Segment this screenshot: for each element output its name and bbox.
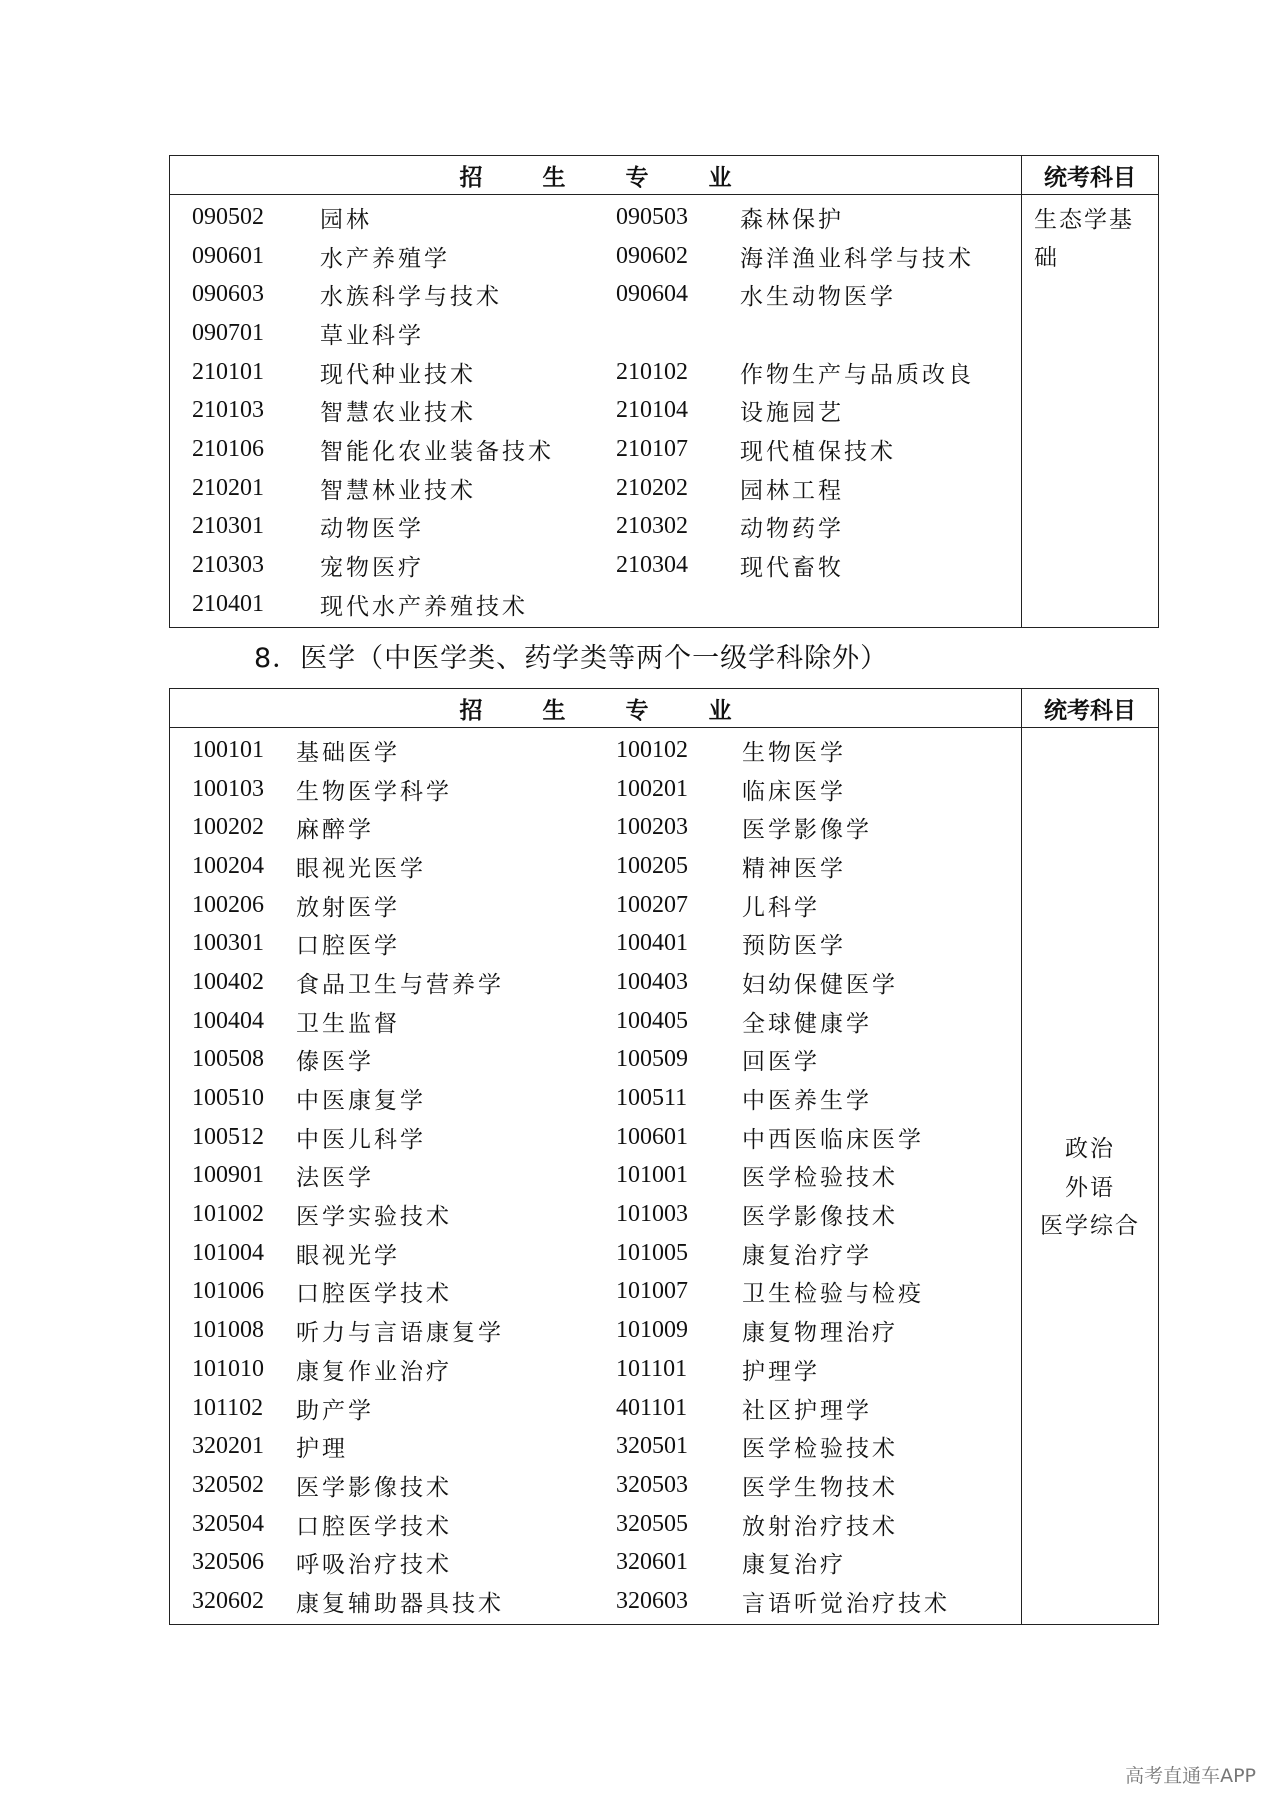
table-row	[170, 1582, 1021, 1621]
subject-line: 医学综合	[1040, 1213, 1140, 1240]
table-row	[170, 924, 1021, 963]
major-name: 园林工程	[740, 477, 844, 504]
major-name: 中医养生学	[742, 1088, 872, 1115]
header-subjects: 统考科目	[1044, 697, 1136, 724]
major-name: 口腔医学	[296, 933, 400, 960]
major-name: 卫生监督	[296, 1010, 400, 1037]
table-row	[170, 847, 1021, 886]
major-code: 100511	[616, 1085, 688, 1112]
major-code: 210304	[616, 552, 688, 579]
table-header	[170, 689, 1158, 728]
table-row	[170, 1543, 1021, 1582]
major-code: 101101	[616, 1355, 688, 1382]
table-row	[170, 430, 1021, 469]
major-code: 100205	[616, 852, 688, 879]
major-name: 回医学	[742, 1049, 820, 1076]
majors-table-agriculture	[169, 155, 1159, 628]
major-code: 210103	[192, 397, 264, 424]
major-code: 210104	[616, 397, 688, 424]
major-code: 210101	[192, 358, 264, 385]
major-code: 100202	[192, 814, 264, 841]
header-char: 业	[708, 164, 732, 191]
major-code: 090603	[192, 281, 264, 308]
table-row	[170, 1350, 1021, 1389]
major-name: 卫生检验与检疫	[742, 1281, 924, 1308]
major-code: 320501	[616, 1433, 688, 1460]
major-name: 现代植保技术	[740, 438, 896, 465]
major-code: 100203	[616, 814, 688, 841]
table-row	[170, 1157, 1021, 1196]
table-row	[170, 808, 1021, 847]
major-name: 医学影像技术	[742, 1204, 898, 1231]
major-code: 320504	[192, 1510, 264, 1537]
major-code: 100405	[616, 1007, 688, 1034]
major-name: 妇幼保健医学	[742, 971, 898, 998]
major-code: 320506	[192, 1549, 264, 1576]
header-char: 专	[625, 164, 649, 191]
major-code: 101102	[192, 1394, 264, 1421]
major-name: 生物医学科学	[296, 778, 452, 805]
major-name: 中西医临床医学	[742, 1126, 924, 1153]
major-name: 医学检验技术	[742, 1165, 898, 1192]
major-code: 101008	[192, 1317, 264, 1344]
major-name: 儿科学	[742, 894, 820, 921]
major-name: 眼视光学	[296, 1242, 400, 1269]
major-code: 210302	[616, 513, 688, 540]
header-char: 专	[625, 697, 649, 724]
subjects-cell	[1022, 195, 1158, 627]
major-code: 100102	[616, 736, 688, 763]
major-name: 园林	[320, 206, 372, 233]
header-char: 生	[542, 164, 566, 191]
major-name: 全球健康学	[742, 1010, 872, 1037]
major-name: 森林保护	[740, 206, 844, 233]
major-code: 090604	[616, 281, 688, 308]
major-name: 医学实验技术	[296, 1204, 452, 1231]
major-name: 呼吸治疗技术	[296, 1552, 452, 1579]
major-code: 100301	[192, 930, 264, 957]
header-char: 招	[459, 697, 483, 724]
major-code: 100901	[192, 1162, 264, 1189]
major-name: 宠物医疗	[320, 555, 424, 582]
major-name: 康复物理治疗	[742, 1320, 898, 1347]
subjects-cell	[1022, 728, 1158, 1624]
major-code: 100206	[192, 891, 264, 918]
table-row	[170, 198, 1021, 237]
major-code: 210106	[192, 435, 264, 462]
major-name: 设施园艺	[740, 400, 844, 427]
section-heading: 8．医学（中医学类、药学类等两个一级学科除外）	[254, 643, 889, 674]
major-code: 090503	[616, 203, 688, 230]
major-name: 草业科学	[320, 322, 424, 349]
major-name: 康复作业治疗	[296, 1358, 452, 1385]
major-name: 放射医学	[296, 894, 400, 921]
major-name: 康复治疗学	[742, 1242, 872, 1269]
table-row	[170, 1389, 1021, 1428]
major-code: 210201	[192, 474, 264, 501]
major-name: 动物药学	[740, 516, 844, 543]
table-row	[170, 1118, 1021, 1157]
subject-line: 生态学基	[1034, 207, 1134, 233]
major-code: 090601	[192, 242, 264, 269]
table-row	[170, 1234, 1021, 1273]
table-row	[170, 731, 1021, 770]
table-row	[170, 1041, 1021, 1080]
major-code: 210202	[616, 474, 688, 501]
major-code: 320201	[192, 1433, 264, 1460]
major-code: 100510	[192, 1085, 264, 1112]
table-row	[170, 237, 1021, 276]
header-char: 招	[459, 164, 483, 191]
major-code: 101010	[192, 1355, 264, 1382]
table-row	[170, 1195, 1021, 1234]
major-code: 100401	[616, 930, 688, 957]
major-name: 基础医学	[296, 739, 400, 766]
major-code: 090502	[192, 203, 264, 230]
major-code: 101002	[192, 1201, 264, 1228]
major-code: 100509	[616, 1046, 688, 1073]
major-name: 现代水产养殖技术	[320, 593, 528, 620]
major-code: 320601	[616, 1549, 688, 1576]
header-char: 生	[542, 697, 566, 724]
table-row	[170, 314, 1021, 353]
major-name: 麻醉学	[296, 817, 374, 844]
major-code: 101007	[616, 1278, 688, 1305]
major-name: 护理学	[742, 1358, 820, 1385]
major-name: 预防医学	[742, 933, 846, 960]
major-name: 现代畜牧	[740, 555, 844, 582]
major-name: 精神医学	[742, 855, 846, 882]
majors-table-medicine	[169, 688, 1159, 1625]
major-name: 社区护理学	[742, 1397, 872, 1424]
major-name: 作物生产与品质改良	[740, 361, 974, 388]
major-code: 090602	[616, 242, 688, 269]
major-code: 320602	[192, 1587, 264, 1614]
major-name: 法医学	[296, 1165, 374, 1192]
major-name: 眼视光医学	[296, 855, 426, 882]
major-code: 101009	[616, 1317, 688, 1344]
table-row	[170, 1311, 1021, 1350]
major-name: 助产学	[296, 1397, 374, 1424]
major-name: 智能化农业装备技术	[320, 438, 554, 465]
major-code: 100508	[192, 1046, 264, 1073]
major-name: 中医儿科学	[296, 1126, 426, 1153]
major-code: 401101	[616, 1394, 688, 1421]
major-code: 100101	[192, 736, 264, 763]
major-name: 现代种业技术	[320, 361, 476, 388]
major-code: 090701	[192, 319, 264, 346]
major-code: 210301	[192, 513, 264, 540]
major-code: 210303	[192, 552, 264, 579]
major-name: 水产养殖学	[320, 245, 450, 272]
major-code: 100103	[192, 775, 264, 802]
major-name: 智慧农业技术	[320, 400, 476, 427]
major-code: 210401	[192, 590, 264, 617]
header-majors	[170, 156, 1022, 194]
table-row	[170, 886, 1021, 925]
table-row	[170, 963, 1021, 1002]
major-name: 水族科学与技术	[320, 284, 502, 311]
major-name: 动物医学	[320, 516, 424, 543]
subject-line: 外语	[1065, 1174, 1115, 1201]
watermark: 高考直通车APP	[1125, 1765, 1256, 1787]
table-row	[170, 585, 1021, 624]
table-row	[170, 469, 1021, 508]
subject-line: 础	[1034, 245, 1059, 271]
table-row	[170, 1505, 1021, 1544]
major-name: 康复辅助器具技术	[296, 1590, 504, 1617]
major-name: 智慧林业技术	[320, 477, 476, 504]
table-row	[170, 1079, 1021, 1118]
major-code: 320503	[616, 1471, 688, 1498]
major-name: 言语听觉治疗技术	[742, 1590, 950, 1617]
major-name: 医学影像技术	[296, 1474, 452, 1501]
major-code: 101001	[616, 1162, 688, 1189]
major-name: 口腔医学技术	[296, 1513, 452, 1540]
major-code: 100601	[616, 1123, 688, 1150]
major-code: 320505	[616, 1510, 688, 1537]
major-code: 101004	[192, 1239, 264, 1266]
table-row	[170, 770, 1021, 809]
major-code: 210107	[616, 435, 688, 462]
major-name: 康复治疗	[742, 1552, 846, 1579]
major-code: 100402	[192, 968, 264, 995]
major-name: 海洋渔业科学与技术	[740, 245, 974, 272]
major-name: 食品卫生与营养学	[296, 971, 504, 998]
major-code: 100403	[616, 968, 688, 995]
table-row	[170, 1273, 1021, 1312]
major-name: 口腔医学技术	[296, 1281, 452, 1308]
major-code: 320502	[192, 1471, 264, 1498]
table-row	[170, 353, 1021, 392]
header-subjects: 统考科目	[1044, 164, 1136, 191]
major-name: 中医康复学	[296, 1088, 426, 1115]
major-name: 水生动物医学	[740, 284, 896, 311]
table-row	[170, 275, 1021, 314]
major-code: 100204	[192, 852, 264, 879]
table-row	[170, 391, 1021, 430]
table-row	[170, 546, 1021, 585]
major-code: 100512	[192, 1123, 264, 1150]
header-char: 业	[708, 697, 732, 724]
major-code: 101005	[616, 1239, 688, 1266]
major-name: 放射治疗技术	[742, 1513, 898, 1540]
majors-list	[170, 728, 1022, 1624]
header-majors	[170, 689, 1022, 727]
major-code: 210102	[616, 358, 688, 385]
major-name: 生物医学	[742, 739, 846, 766]
major-code: 320603	[616, 1587, 688, 1614]
table-row	[170, 508, 1021, 547]
major-code: 100404	[192, 1007, 264, 1034]
major-code: 100207	[616, 891, 688, 918]
table-row	[170, 1466, 1021, 1505]
major-name: 医学检验技术	[742, 1436, 898, 1463]
subject-line: 政治	[1065, 1136, 1115, 1162]
majors-list	[170, 195, 1022, 627]
major-name: 医学影像学	[742, 817, 872, 844]
major-code: 101006	[192, 1278, 264, 1305]
major-name: 临床医学	[742, 778, 846, 805]
major-code: 101003	[616, 1201, 688, 1228]
major-name: 护理	[296, 1436, 348, 1463]
major-name: 傣医学	[296, 1049, 374, 1076]
major-code: 100201	[616, 775, 688, 802]
table-row	[170, 1427, 1021, 1466]
table-header	[170, 156, 1158, 195]
major-name: 听力与言语康复学	[296, 1320, 504, 1347]
table-row	[170, 1002, 1021, 1041]
major-name: 医学生物技术	[742, 1474, 898, 1501]
